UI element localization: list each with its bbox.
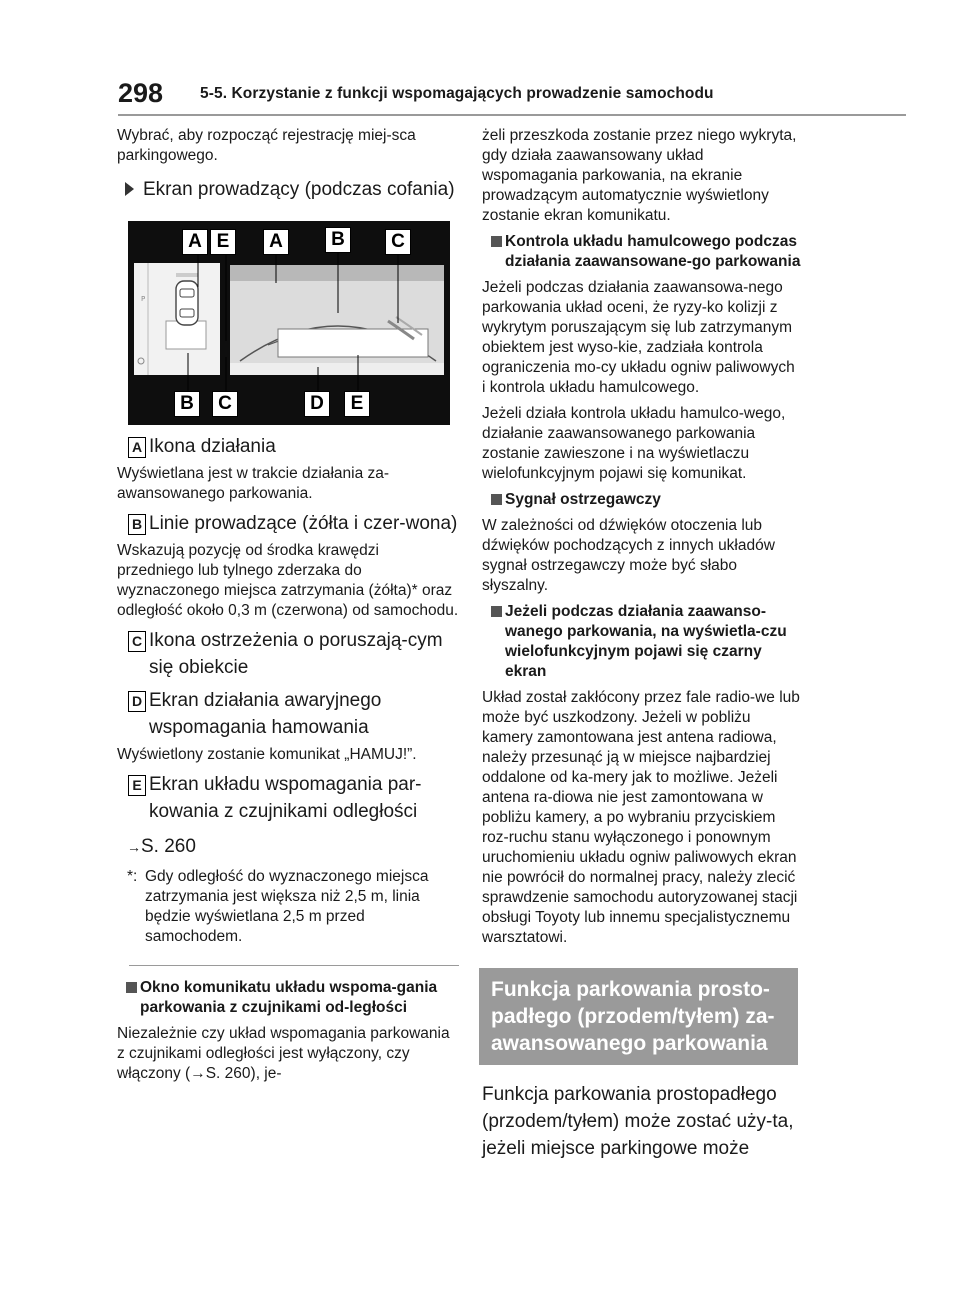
square-bullet-icon xyxy=(491,236,502,247)
page-number: 298 xyxy=(118,78,164,108)
section-heading-brake-control xyxy=(482,232,802,272)
legend-desc: Wyświetlony zostanie komunikat „HAMUJ!”. xyxy=(117,746,417,763)
page-reference xyxy=(127,833,459,861)
sensor-bar xyxy=(176,273,198,277)
right-column xyxy=(482,126,802,1162)
square-bullet-icon xyxy=(491,606,502,617)
legend-item-b xyxy=(117,510,459,537)
triangle-bullet-icon xyxy=(125,182,134,196)
heading-text: Sygnał ostrzegawczy xyxy=(505,491,661,508)
page-header xyxy=(118,78,908,118)
section-text-part-1: Niezależnie czy układ wspomagania parkowania z czujnikami odległości jest wyłączony, czy włączony ( xyxy=(117,1025,450,1082)
callout-b-2: B xyxy=(174,391,200,417)
callout-e-2: E xyxy=(344,391,370,417)
callout-d: D xyxy=(304,391,330,417)
legend-title: Linie prowadzące (żółta i czer-wona) xyxy=(149,513,458,534)
header-divider xyxy=(118,114,906,116)
legend-letter: E xyxy=(128,775,146,796)
legend-title: Ikona działania xyxy=(149,436,276,457)
section-banner: Funkcja parkowania prosto-padłego (przodem/tyłem) za-awansowanego parkowania xyxy=(479,968,798,1065)
legend-item-a xyxy=(117,433,459,460)
section-heading-warning-signal xyxy=(482,490,802,510)
intro-text: Wybrać, aby rozpocząć rejestrację miej-sca parkingowego. xyxy=(117,127,416,164)
arrow-right-icon: → xyxy=(190,1065,206,1082)
final-paragraph: Funkcja parkowania prostopadłego (przodem/tyłem) może zostać uży-ta, jeżeli miejsce parkingowe może xyxy=(482,1084,794,1159)
left-column xyxy=(117,126,459,1090)
legend-title: Ikona ostrzeżenia o poruszają-cym się obiekcie xyxy=(149,630,443,678)
p-glyph: P xyxy=(141,295,146,303)
callout-b-1: B xyxy=(325,227,351,253)
section-text-part-2: S. 260), je- xyxy=(205,1065,282,1082)
guide-screen-figure xyxy=(128,221,450,425)
square-bullet-icon xyxy=(491,494,502,505)
section-heading-message-window xyxy=(117,978,459,1018)
footnote xyxy=(117,867,459,947)
arrow-item xyxy=(117,176,459,203)
legend-item-e xyxy=(117,771,459,825)
camera-top-band xyxy=(230,265,444,281)
footnote-text: Gdy odległość do wyznaczonego miejsca zatrzymania jest większa niż 2,5 m, linia będzie wyświetlana 2,5 m przed samochodem. xyxy=(145,868,429,945)
section-divider xyxy=(129,965,459,966)
legend-desc: Wyświetlana jest w trakcie działania za-awansowanego parkowania. xyxy=(117,465,390,502)
callout-c-1: C xyxy=(385,229,411,255)
legend-letter: D xyxy=(128,691,146,712)
legend-desc: Wskazują pozycję od środka krawędzi przedniego lub tylnego zderzaka do wyznaczonego miejsca zatrzymania (żółta)* oraz odległość około 0,3 m (czerwona) od samochodu. xyxy=(117,542,459,619)
section-text xyxy=(117,1024,459,1084)
legend-item-d xyxy=(117,687,459,741)
chapter-title: 5-5. Korzystanie z funkcji wspomagających prowadzenie samochodu xyxy=(200,85,714,102)
callout-e-1: E xyxy=(210,229,236,255)
camera-bottom-band xyxy=(230,363,444,375)
legend-letter: C xyxy=(128,631,146,652)
legend-letter: A xyxy=(128,437,146,458)
arrow-item-text: Ekran prowadzący (podczas cofania) xyxy=(143,179,455,200)
warning-signal-paragraph: W zależności od dźwięków otoczenia lub dźwięków pochodzących z innych układów sygnał ostrzegawczy może być słabo słyszalny. xyxy=(482,517,775,594)
camera-view xyxy=(230,265,444,375)
brake-control-paragraph-2: Jeżeli działa kontrola układu hamulco-wego, działanie zaawansowanego parkowania zostanie zawieszone i na wyświetlaczu wielofunkcyjnym pojawi się komunikat. xyxy=(482,405,786,482)
black-screen-paragraph: Układ został zakłócony przez fale radio-we lub może być uszkodzony. Jeżeli w pobliżu kamery zamontowana jest antena radiowa, należy przesunąć ją w miejsce najbardziej oddalone od ka-mery jak to możliwe. Jeżeli antena ra-diowa nie jest zamontowana w pobliżu kamery, a po wybraniu przyciskiem roz-ruchu stanu wyłączonego i ponownym uruchomieniu układu ogniw paliwowych ekran nie powrócił do normalnej pracy, należy zlecić sprawdzenie samochodu autoryzowanej stacji obsługi Toyoty lub innemu specjalistycznemu warsztatowi. xyxy=(482,689,800,946)
square-bullet-icon xyxy=(126,982,137,993)
heading-text: Jeżeli podczas działania zaawanso-wanego parkowania, na wyświetla-czu wielofunkcyjnym pojawi się czarny ekran xyxy=(505,603,787,680)
legend-title: Ekran układu wspomagania par-kowania z czujnikami odległości xyxy=(149,774,422,822)
section-heading-black-screen xyxy=(482,602,802,682)
legend-item-c xyxy=(117,627,459,681)
reference-text: S. 260 xyxy=(141,836,196,857)
footnote-mark: *: xyxy=(127,868,138,885)
heading-text: Okno komunikatu układu wspoma-gania parkowania z czujnikami od-ległości xyxy=(140,979,438,1016)
car-icon xyxy=(176,281,198,325)
legend-letter: B xyxy=(128,514,146,535)
arrow-right-icon: → xyxy=(127,839,141,855)
brake-control-paragraph-1: Jeżeli podczas działania zaawansowa-nego parkowania układ oceni, że ryzy-ko kolizji z wykrytym poruszającym się lub zatrzymanym obiektem jest wyso-kie, zadziała kontrola ograniczenia mo-cy układu ogniw paliwowych i kontrola układu hamulcowego. xyxy=(482,279,795,396)
callout-a-2: A xyxy=(263,229,289,255)
continuation-text: żeli przeszkoda zostanie przez niego wykryta, gdy działa zaawansowany układ wspomagania parkowania, na ekranie prowadzącym automatycznie wyświetlony zostanie ekran komunikatu. xyxy=(482,127,797,224)
legend-title: Ekran działania awaryjnego wspomagania hamowania xyxy=(149,690,382,738)
heading-text: Kontrola układu hamulcowego podczas działania zaawansowane-go parkowania xyxy=(505,233,801,270)
callout-a-1: A xyxy=(182,229,208,255)
callout-c-2: C xyxy=(212,391,238,417)
